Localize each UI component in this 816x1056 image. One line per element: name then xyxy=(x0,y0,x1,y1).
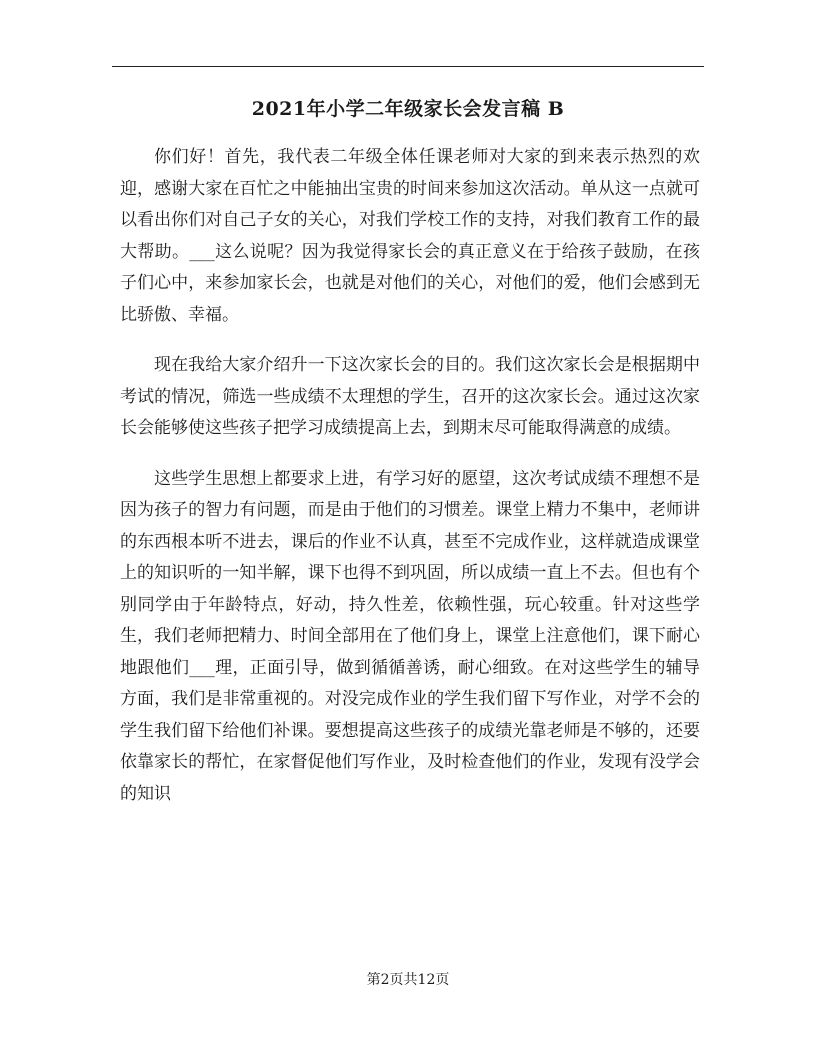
paragraph-purpose: 现在我给大家介绍升一下这次家长会的目的。我们这次家长会是根据期中考试的情况，筛选一些成绩不太理想的学生，召开的这次家长会。通过这次家长会能够使这些孩子把学习成绩提高上去，到期末尽可能取得满意的成绩。 xyxy=(120,355,700,438)
header-rule xyxy=(112,66,704,67)
document-title: 2021年小学二年级家长会发言稿 B xyxy=(251,98,565,120)
paragraph-students: 这些学生思想上都要求上进，有学习好的愿望，这次考试成绩不理想不是因为孩子的智力有问题，而是由于他们的习惯差。课堂上精力不集中，老师讲的东西根本听不进去，课后的作业不认真，甚至不完成作业，这样就造成课堂上的知识听的一知半解，课下也得不到巩固，所以成绩一直上不去。但也有个别同学由于年龄特点，好动，持久性差，依赖性强，玩心较重。针对这些学生，我们老师把精力、时间全部用在了他们身上，课堂上注意他们，课下耐心地跟他们___理，正面引导，做到循循善诱，耐心细致。在对这些学生的辅导方面，我们是非常重视的。对没完成作业的学生我们留下写作业，对学不会的学生我们留下给他们补课。要想提高这些孩子的成绩光靠老师是不够的，还要依靠家长的帮忙，在家督促他们写作业，及时检查他们的作业，发现有没学会的知识 xyxy=(120,468,700,804)
paragraph-greeting: 你们好！首先，我代表二年级全体任课老师对大家的到来表示热烈的欢迎，感谢大家在百忙之中能抽出宝贵的时间来参加这次活动。单从这一点就可以看出你们对自己子女的关心，对我们学校工作的支持，对我们教育工作的最大帮助。___这么说呢？因为我觉得家长会的真正意义在于给孩子鼓励，在孩子们心中，来参加家长会，也就是对他们的关心，对他们的爱，他们会感到无比骄傲、幸福。 xyxy=(120,147,700,325)
document-body xyxy=(120,142,700,810)
page-number: 第2页共12页 xyxy=(366,972,450,988)
